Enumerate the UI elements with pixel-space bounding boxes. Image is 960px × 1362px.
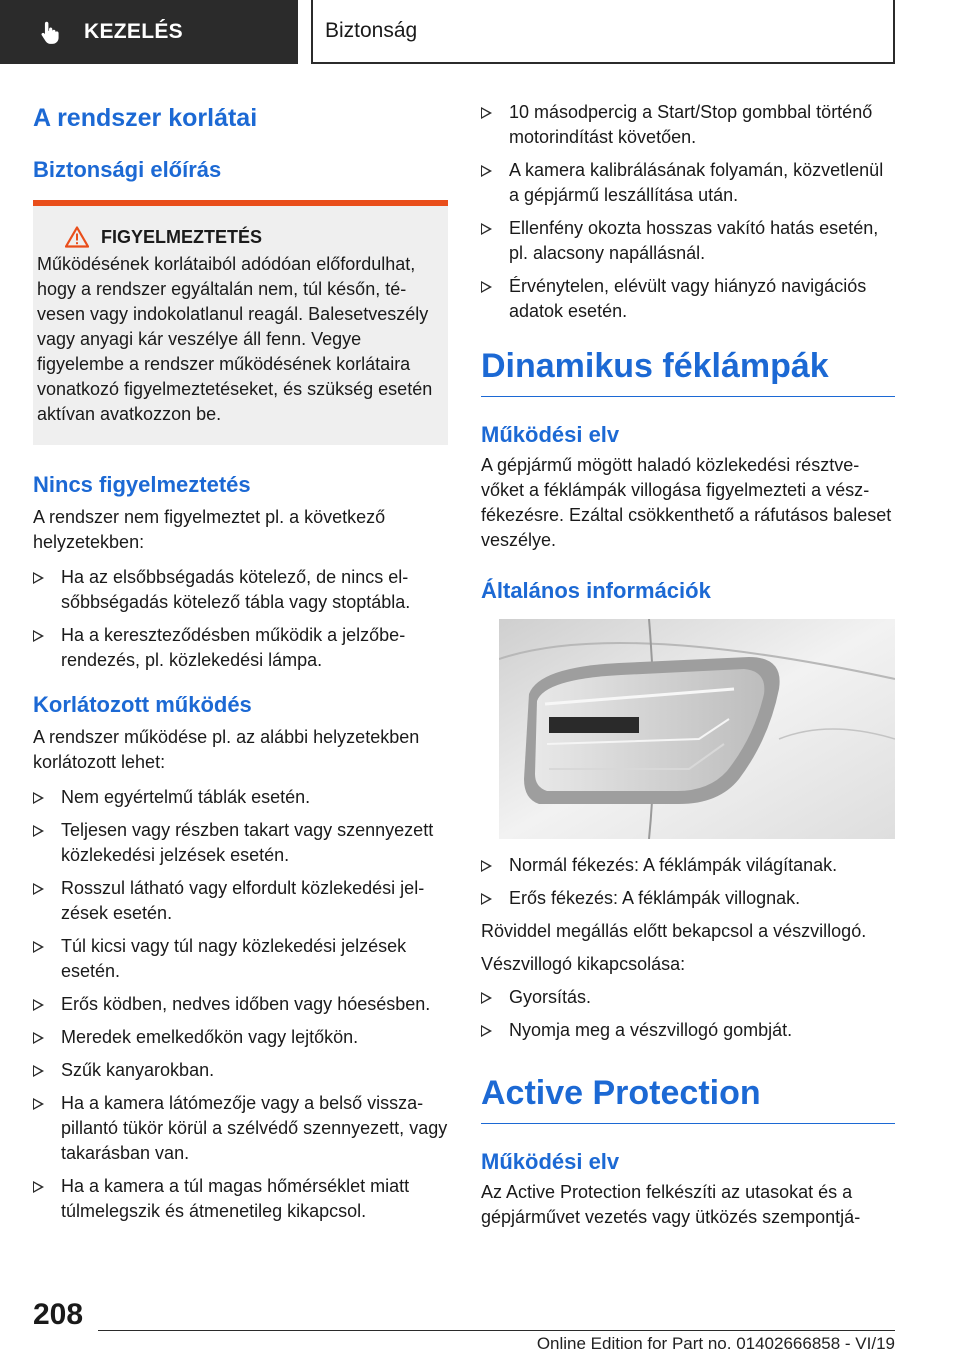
brake-principle-heading: Működési elv xyxy=(481,422,620,447)
limited-list-continued xyxy=(481,100,895,324)
list-item: Erős fékezés: A féklámpák villognak. xyxy=(481,886,895,911)
brake-principle-text: A gépjármű mögött haladó közlekedési résztvevőket a féklámpák villogása figyelmezteti a vészfékezésre. Ezáltal csökkenthető a ráfutásos baleset veszélye. xyxy=(481,455,892,550)
safety-heading: Biztonsági előírás xyxy=(33,157,222,182)
list-item: Túl kicsi vagy túl nagy közlekedési jelzések esetén. xyxy=(33,934,448,984)
bullet-triangle-icon xyxy=(481,860,492,872)
bullet-triangle-icon xyxy=(33,1181,44,1193)
bullet-triangle-icon xyxy=(33,1098,44,1110)
no-warning-list xyxy=(33,565,448,673)
bullet-triangle-icon xyxy=(33,941,44,953)
warning-label: FIGYELMEZTETÉS xyxy=(101,227,263,247)
bullet-triangle-icon xyxy=(481,165,492,177)
limited-intro: A rendszer működése pl. az alábbi helyzetekben korlátozott lehet: xyxy=(33,727,420,772)
header-section-tab xyxy=(0,0,298,64)
limited-list xyxy=(33,785,448,1224)
limited-heading: Korlátozott működés xyxy=(33,692,252,717)
footer-rule xyxy=(98,1330,895,1331)
page-number: 208 xyxy=(33,1298,84,1331)
bullet-triangle-icon xyxy=(33,630,44,642)
title-rule xyxy=(481,396,895,397)
list-item: Erős ködben, nedves időben vagy hóesésben. xyxy=(33,992,448,1017)
hazard-off-list xyxy=(481,985,895,1043)
list-item: A kamera kalibrálásának folyamán, közvetlenül a gépjármű leszállítása után. xyxy=(481,158,895,208)
warning-title xyxy=(65,224,436,250)
bullet-triangle-icon xyxy=(481,992,492,1004)
list-item: Gyorsítás. xyxy=(481,985,895,1010)
bullet-triangle-icon xyxy=(33,1065,44,1077)
list-item: Teljesen vagy részben takart vagy szennyezett közlekedési jelzések esetén. xyxy=(33,818,448,868)
hand-pointer-icon xyxy=(38,19,64,45)
warning-text: Működésének korlátaiból adódóan előfordulhat, hogy a rendszer egyáltalán nem, túl későn, tévesen vagy indokolatlanul reagál. Balesetveszély vagy anyagi kár veszélye áll fenn. Vegye figyelembe a rendszer működésének korlátaira vonatkozó figyelmeztetéseket, és szükség esetén aktívan avatkozzon be. xyxy=(37,254,433,424)
list-item: Ha az elsőbbségadás kötelező, de nincs elsőbbségadás kötelező tábla vagy stoptábla. xyxy=(33,565,448,615)
list-item: Normál fékezés: A féklámpák világítanak. xyxy=(481,853,895,878)
list-item: Ha a kereszteződésben működik a jelzőberendezés, pl. közlekedési lámpa. xyxy=(33,623,448,673)
bullet-triangle-icon xyxy=(33,825,44,837)
topic-label: Biztonság xyxy=(325,19,418,42)
list-item: Ha a kamera látómezője vagy a belső visszapillantó tükör körül a szélvédő szennyezett, vagy takarásban van. xyxy=(33,1091,448,1166)
active-text: Az Active Protection felkészíti az utasokat és a gépjárművet vezetés vagy ütközés szempontjá- xyxy=(481,1182,861,1227)
edition-note: Online Edition for Part no. 01402666858 - VI/19 xyxy=(536,1334,895,1353)
bullet-triangle-icon xyxy=(481,281,492,293)
no-warning-intro: A rendszer nem figyelmeztet pl. a következő helyzetekben: xyxy=(33,507,386,552)
brake-lights-title: Dinamikus féklámpák xyxy=(481,347,829,385)
list-item: Ellenfény okozta hosszas vakító hatás esetén, pl. alacsony napállásnál. xyxy=(481,216,895,266)
bullet-triangle-icon xyxy=(481,1025,492,1037)
title-rule xyxy=(481,1123,895,1124)
list-item: Meredek emelkedőkön vagy lejtőkön. xyxy=(33,1025,448,1050)
bullet-triangle-icon xyxy=(33,572,44,584)
hazard-off-note: Vészvillogó kikapcsolása: xyxy=(481,954,686,974)
hazard-note: Röviddel megállás előtt bekapcsol a vészvillogó. xyxy=(481,921,867,941)
active-protection-title: Active Protection xyxy=(481,1074,761,1112)
header-topic-box xyxy=(311,0,895,64)
left-column xyxy=(33,100,448,1232)
tail-light-photo xyxy=(499,619,895,839)
section-title: A rendszer korlátai xyxy=(33,104,258,132)
list-item: Nem egyértelmű táblák esetén. xyxy=(33,785,448,810)
general-info-heading: Általános információk xyxy=(481,578,711,603)
brake-list xyxy=(481,853,895,911)
no-warning-heading: Nincs figyelmeztetés xyxy=(33,472,251,497)
bullet-triangle-icon xyxy=(33,999,44,1011)
bullet-triangle-icon xyxy=(481,223,492,235)
list-item: Ha a kamera a túl magas hőmérséklet miatt túlmelegszik és átmenetileg kikapcsol. xyxy=(33,1174,448,1224)
bullet-triangle-icon xyxy=(481,893,492,905)
bullet-triangle-icon xyxy=(481,107,492,119)
right-column xyxy=(481,100,895,1230)
warning-box xyxy=(33,200,448,445)
section-label: KEZELÉS xyxy=(84,20,183,43)
list-item: Nyomja meg a vészvillogó gombját. xyxy=(481,1018,895,1043)
active-principle-heading: Működési elv xyxy=(481,1149,620,1174)
list-item: Rosszul látható vagy elfordult közlekedési jelzések esetén. xyxy=(33,876,448,926)
list-item: Érvénytelen, elévült vagy hiányzó navigációs adatok esetén. xyxy=(481,274,895,324)
tail-light-illustration xyxy=(499,619,895,839)
bullet-triangle-icon xyxy=(33,792,44,804)
list-item: 10 másodpercig a Start/Stop gombbal történő motorindítást követően. xyxy=(481,100,895,150)
bullet-triangle-icon xyxy=(33,1032,44,1044)
list-item: Szűk kanyarokban. xyxy=(33,1058,448,1083)
bullet-triangle-icon xyxy=(33,883,44,895)
warning-triangle-icon xyxy=(65,226,89,248)
